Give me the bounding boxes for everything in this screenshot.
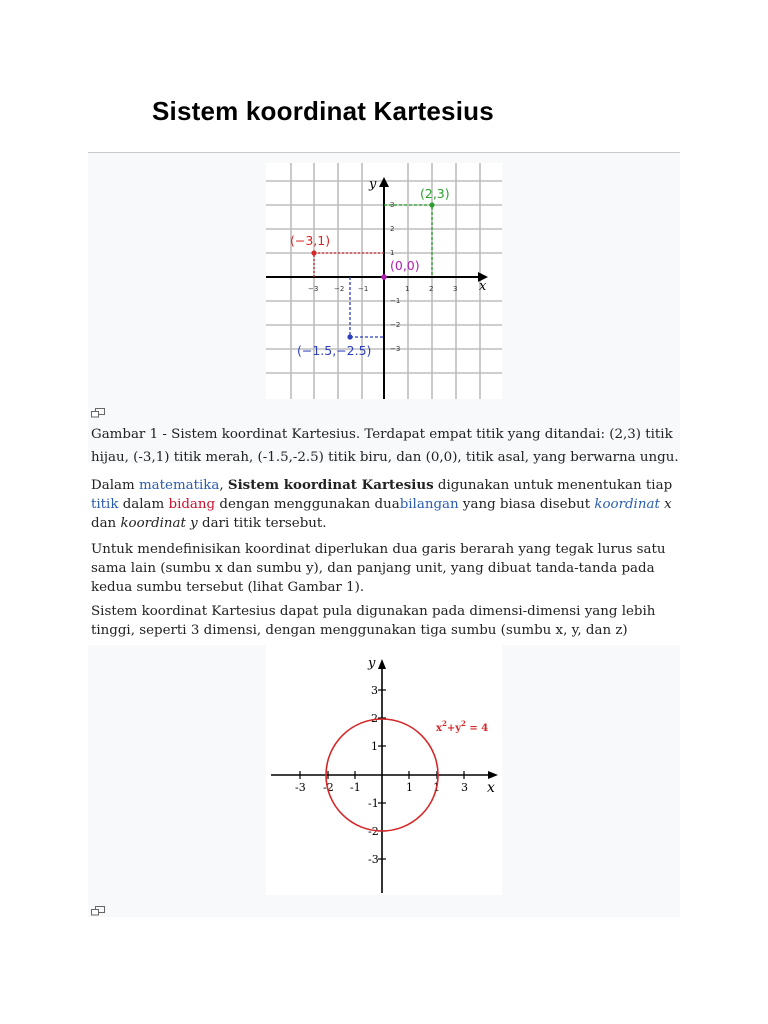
y-tick-label: 1 (390, 249, 395, 257)
y-tick-label: 2 (390, 225, 395, 233)
x-tick-label: 2 (429, 285, 434, 293)
figure-2-svg (266, 645, 502, 895)
point-red-guide (314, 253, 384, 277)
link-bidang[interactable]: bidang (168, 497, 216, 512)
x-tick-label: -2 (323, 781, 334, 794)
link-matematika[interactable]: matematika (138, 478, 220, 493)
intro-paragraph: Dalam matematika, Sistem koordinat Kartesius digunakan untuk menentukan tiap titik dalam bidang dengan menggunakan duabilangan yang biasa disebut koordinat x dan koordinat y dari titik tersebut. (91, 477, 673, 531)
figure-1-svg (266, 163, 502, 399)
point-green-label: (2,3) (420, 186, 450, 201)
figure-2-y-arrow (378, 659, 386, 669)
x-tick-label: −2 (334, 285, 345, 293)
point-green (429, 202, 434, 207)
figure-1-caption: Gambar 1 - Sistem koordinat Kartesius. Terdapat empat titik yang ditandai: (2,3) titik hijau, (-3,1) titik merah, (-1.5,-2.5) titik biru, dan (0,0), titik asal, yang berwarna ungu. (91, 427, 679, 465)
point-origin (381, 274, 387, 280)
x-tick-label: -1 (350, 781, 361, 794)
expand-icon[interactable] (91, 408, 105, 418)
x-tick-label: -3 (295, 781, 306, 794)
bold-term: Sistem koordinat Kartesius (227, 477, 434, 493)
dimensions-paragraph: Sistem koordinat Kartesius dapat pula digunakan pada dimensi-dimensi yang lebih tinggi, seperti 3 dimensi, dengan menggunakan tiga sumbu (sumbu x, y, dan z) (91, 604, 656, 638)
x-tick-label: 1 (433, 781, 440, 794)
y-tick-label: −3 (390, 345, 401, 353)
x-tick-label: 1 (405, 285, 410, 293)
y-tick-label: 1 (371, 740, 378, 753)
point-blue (347, 334, 352, 339)
link-koordinat[interactable]: koordinat (594, 497, 660, 512)
y-tick-label: −1 (390, 297, 401, 305)
x-tick-label: 3 (453, 285, 458, 293)
axes-paragraph: Untuk mendefinisikan koordinat diperlukan dua garis berarah yang tegak lurus satu sama lain (sumbu x dan sumbu y), dan panjang unit, yang dibuat tanda-tanda pada kedua sumbu tersebut (lihat Gambar 1). (91, 542, 666, 595)
x-tick-label: 3 (461, 781, 468, 794)
figure-2-y-label: y (368, 656, 376, 671)
x-tick-label: −3 (308, 285, 319, 293)
point-origin-label: (0,0) (390, 258, 420, 273)
link-titik[interactable]: titik (91, 497, 119, 512)
figure-2-image[interactable] (266, 645, 502, 895)
y-tick-label: 3 (371, 684, 378, 697)
point-blue-label: (−1.5,−2.5) (297, 343, 372, 358)
point-red-label: (−3,1) (290, 233, 331, 248)
link-bilangan[interactable]: bilangan (399, 497, 459, 512)
page-title: Sistem koordinat Kartesius (152, 96, 494, 126)
expand-icon[interactable] (91, 906, 105, 916)
y-tick-label: −2 (390, 321, 401, 329)
point-red (311, 250, 316, 255)
y-tick-label: -2 (368, 825, 379, 838)
figure-2-x-label: x (487, 780, 495, 796)
y-tick-label: -3 (368, 853, 379, 866)
figure-1-x-label: x (479, 279, 487, 294)
y-tick-label: -1 (368, 797, 379, 810)
y-tick-label: 3 (390, 201, 395, 209)
circle-equation: $x^2+y^2 = 4$ (436, 719, 489, 734)
figure-1-image[interactable] (266, 163, 502, 399)
figure-2-x-arrow (488, 771, 498, 779)
x-tick-label: 1 (406, 781, 413, 794)
figure-1-y-arrow (379, 177, 389, 187)
y-tick-label: 2 (371, 712, 378, 725)
x-tick-label: −1 (358, 285, 369, 293)
figure-1-y-label: y (369, 177, 377, 192)
